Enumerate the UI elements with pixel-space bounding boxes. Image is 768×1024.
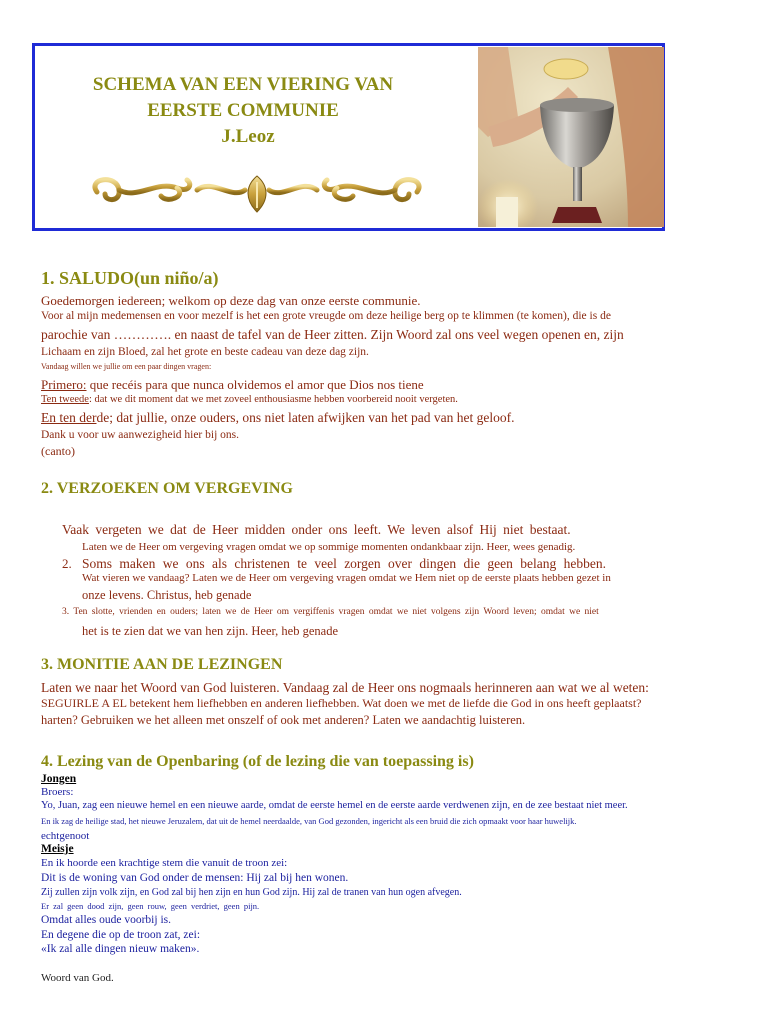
reading-closing: Woord van God. [41, 972, 114, 984]
title-line-1: SCHEMA VAN EEN VIERING VAN [92, 74, 394, 95]
request-3-text: de; dat jullie, onze ouders, ons niet laten afwijken van het pad van het geloof. [96, 410, 515, 425]
petition-2: Soms maken we ons als christenen te veel zorgen over dingen die geen belang hebben. [82, 556, 606, 571]
reading-line-6: Zij zullen zijn volk zijn, en God zal bij hen zijn en hun God zijn. Hij zal de tranen van hun ogen afvegen. [41, 887, 462, 898]
reading-line-4: En ik hoorde een krachtige stem die vanuit de troon zei: [41, 857, 288, 869]
intro-line-2: Voor al mijn medemensen en voor mezelf is het een grote vreugde om deze heilige berg op te klimmen (te komen), die is de [41, 310, 611, 322]
welcome-line: Goedemorgen iedereen; welkom op deze dag van onze eerste communie. [41, 293, 421, 308]
request-2 [41, 394, 458, 405]
communion-chalice-photo [478, 47, 664, 227]
reading-line-9: En degene die op de troon zat, zei: [41, 929, 201, 941]
request-2-text: : dat we dit moment dat we met zoveel enthousiasme hebben voorbereid nooit vergeten. [88, 394, 458, 405]
reading-address: Broers: [41, 786, 74, 798]
reader-boy-label: Jongen [41, 773, 77, 785]
petition-2-number: 2. [62, 556, 72, 571]
monition-line-1: Laten we naar het Woord van God luisteren. Vandaag zal de Heer ons nogmaals herinneren aan wat we al weten: [41, 680, 649, 695]
section-4-heading: 4. Lezing van de Openbaring (of de lezing die van toepassing is) [41, 753, 474, 770]
document-title [63, 72, 423, 150]
reading-line-7: Er zal geen dood zijn, geen rouw, geen verdriet, geen pijn. [41, 901, 260, 911]
reader-girl-label: Meisje [41, 843, 74, 855]
header-banner [32, 43, 665, 231]
petition-1: Vaak vergeten we dat de Heer midden onder ons leeft. We leven alsof Hij niet bestaat. [62, 522, 571, 537]
reading-line-10: «Ik zal alle dingen nieuw maken». [41, 943, 200, 955]
petition-3: 3. Ten slotte, vrienden en ouders; laten we de Heer om vergiffenis vragen omdat we niet volgens zijn Woord leven; omdat we niet [62, 607, 599, 617]
request-3 [41, 410, 514, 426]
petition-1-response: Laten we de Heer om vergeving vragen omdat we op sommige momenten ondankbaar zijn. Heer, wees genadig. [82, 541, 576, 553]
reading-line-3: echtgenoot [41, 830, 90, 842]
canto-line: (canto) [41, 444, 75, 458]
reading-line-2: En ik zag de heilige stad, het nieuwe Jeruzalem, dat uit de hemel neerdaalde, van God gezonden, ingericht als een bruid die zich opmaakt voor haar huwelijk. [41, 816, 577, 826]
intro-line-5: Vandaag willen we jullie om een paar dingen vragen: [41, 362, 212, 371]
request-1 [41, 377, 424, 393]
author: J.Leoz [221, 126, 275, 147]
reading-line-1: Yo, Juan, zag een nieuwe hemel en een nieuwe aarde, omdat de eerste hemel en de eerste aarde verdwenen zijn, en de zee bestaat niet meer. [41, 800, 628, 811]
petition-2-response: Wat vieren we vandaag? Laten we de Heer om vergeving vragen omdat we Hem niet op de eerste plaats hebben gezet in [82, 572, 611, 584]
request-1-text: que recéis para que nunca olvidemos el amor que Dios nos tiene [86, 377, 424, 392]
thanks-line: Dank u voor uw aanwezigheid hier bij ons. [41, 429, 240, 441]
intro-line-4: Lichaam en zijn Bloed, zal het grote en beste cadeau van deze dag zijn. [41, 346, 369, 358]
reading-line-8: Omdat alles oude voorbij is. [41, 914, 171, 926]
monition-line-3: harten? Gebruiken we het alleen met onszelf of ook met anderen? Laten we aandachtig luisteren. [41, 713, 526, 727]
request-2-label: Ten tweede [41, 394, 89, 405]
petition-2-response-cont: onze levens. Christus, heb genade [82, 588, 252, 602]
section-1-heading: 1. SALUDO(un niño/a) [41, 268, 219, 288]
section-2-heading: 2. VERZOEKEN OM VERGEVING [41, 480, 293, 497]
request-3-label: En ten der [41, 410, 97, 425]
request-1-label: Primero: [41, 377, 87, 392]
intro-line-3: parochie van …………. en naast de tafel van de Heer zitten. Zijn Woord zal ons veel wegen openen en, zijn [41, 327, 624, 342]
title-line-2: EERSTE COMMUNIE [147, 100, 339, 121]
section-3-heading: 3. MONITIE AAN DE LEZINGEN [41, 656, 283, 673]
reading-line-5: Dit is de woning van God onder de mensen: Hij zal bij hen wonen. [41, 872, 349, 884]
monition-line-2: SEGUIRLE A EL betekent hem liefhebben en anderen liefhebben. Wat doen we met de liefde die God in ons heeft geplaatst? [41, 696, 642, 710]
petition-3-response: het is te zien dat we van hen zijn. Heer, heb genade [82, 624, 338, 638]
gold-scroll-ornament-icon [77, 170, 437, 216]
